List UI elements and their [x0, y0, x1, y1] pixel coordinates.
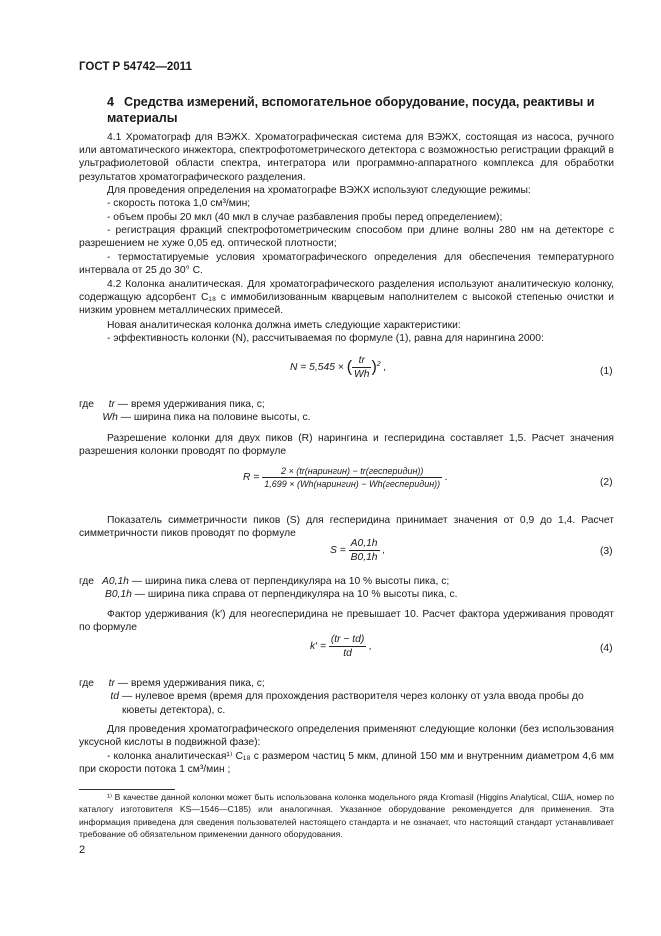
columns-paragraph: Для проведения хроматографического определения применяют следующие колонки (без использования уксусной кислоты в подвижной фазе):	[79, 724, 614, 749]
modes-intro: Для проведения определения на хроматографе ВЭЖХ используют следующие режимы:	[107, 185, 531, 196]
mode-volume: - объем пробы 20 мкл (40 мкл в случае разбавления пробы перед определением);	[107, 212, 503, 223]
paragraph-4-2: 4.2 Колонка аналитическая. Для хроматографического разделения используют аналитическую колонку, содержащую адсорбент C₁₈ с иммобилизованным кварцевым наполнителем с высокой степенью очистки и низким уровнем металлических примесей.	[79, 279, 614, 317]
resolution-paragraph: Разрешение колонки для двух пиков (R) нарингина и гесперидина составляет 1,5. Расчет значения разрешения колонки проводят по формуле	[79, 433, 614, 458]
new-column-requirements: Новая аналитическая колонка должна иметь следующие характеристики:	[107, 320, 461, 331]
retention-factor-paragraph: Фактор удерживания (k′) для неогесперидина не превышает 10. Расчет фактора удерживания проводят по формуле	[79, 609, 614, 634]
formula-1: N = 5,545 × ( $\frac{tr}{Wh}$ )$^2$ ,	[290, 355, 387, 380]
formula-4-number: (4)	[600, 643, 613, 654]
formula-1-number: (1)	[600, 366, 613, 377]
standard-header: ГОСТ Р 54742—2011	[79, 61, 192, 73]
formula-2: R = $\frac{\text{2 × (tr(нарингин) − tr(гесперидин))}}{\text{1,699 × (Wh(нарингин) − Wh(гесперидин))}}$ .	[243, 466, 448, 489]
mode-temperature: - термостатируемые условия хроматографического определения для обеспечения температурного интервала от 25 до 30° C.	[79, 252, 614, 277]
formula-3: S = $\frac{A0,1h}{B0,1h}$ ,	[330, 538, 386, 563]
section-number: 4	[107, 95, 115, 109]
footnote: ¹⁾ В качестве данной колонки может быть использована колонка модельного ряда Kromasil (Higgins Analytical, США, номер по каталогу изготовителя KS—1546—C185) или аналогичная. Указанное оборудование рекомендуется для применения. Эта информация приведена для сведения пользователей настоящего стандарта и не означает, что настоящий стандарт устанавливает требование об обязательном применении данного оборудования.	[79, 792, 614, 840]
efficiency-item: - эффективность колонки (N), рассчитываемая по формуле (1), равна для нарингина 2000:	[107, 333, 544, 344]
page-number: 2	[79, 844, 86, 856]
formula-3-number: (3)	[600, 546, 613, 557]
section-heading	[107, 94, 627, 126]
formula-4: k′ = $\frac{(tr - td)}{td}$ ,	[310, 634, 373, 659]
symmetry-paragraph: Показатель симметричности пиков (S) для гесперидина принимает значения от 0,9 до 1,4. Расчет симметричности пиков проводят по формуле	[79, 515, 614, 540]
legend-formula-3: где A0,1h — ширина пика слева от перпендикуляра на 10 % высоты пика, с; B0,1h — ширина пика справа от перпендикуляра на 10 % высоты пика, с.	[79, 576, 458, 601]
mode-flow: - скорость потока 1,0 см³/мин;	[107, 198, 251, 209]
mode-detector: - регистрация фракций спектрофотометрическим способом при длине волны 280 нм на детекторе с разрешением не хуже 0,05 ед. оптической плотности;	[79, 225, 614, 250]
legend-formula-4: где tr — время удерживания пика, с; td — нулевое время (время для прохождения растворителя через колонку от узла ввода пробы до кюветы детектора), с.	[79, 678, 584, 716]
legend-formula-1: где tr — время удерживания пика, с; Wh — ширина пика на половине высоты, с.	[79, 399, 311, 424]
formula-2-number: (2)	[600, 477, 613, 488]
section-title: Средства измерений, вспомогательное оборудование, посуда, реактивы и материалы	[107, 95, 595, 125]
footnote-rule	[79, 789, 175, 790]
paragraph-4-1: 4.1 Хроматограф для ВЭЖХ. Хроматографическая система для ВЭЖХ, состоящая из насоса, ручного или автоматического инжектора, спектрофотометрического детектора с возможностью регистрации фракций в ультрафиолетовой области спектра, интегратора или программно-аппаратного комплекса для обработки результатов хроматографического разделения.	[79, 132, 614, 183]
analytical-column-item: - колонка аналитическая¹⁾ C₁₈ с размером частиц 5 мкм, длиной 150 мм и внутренним диаметром 4,6 мм при скорости потока 1 см³/мин ;	[79, 751, 614, 776]
